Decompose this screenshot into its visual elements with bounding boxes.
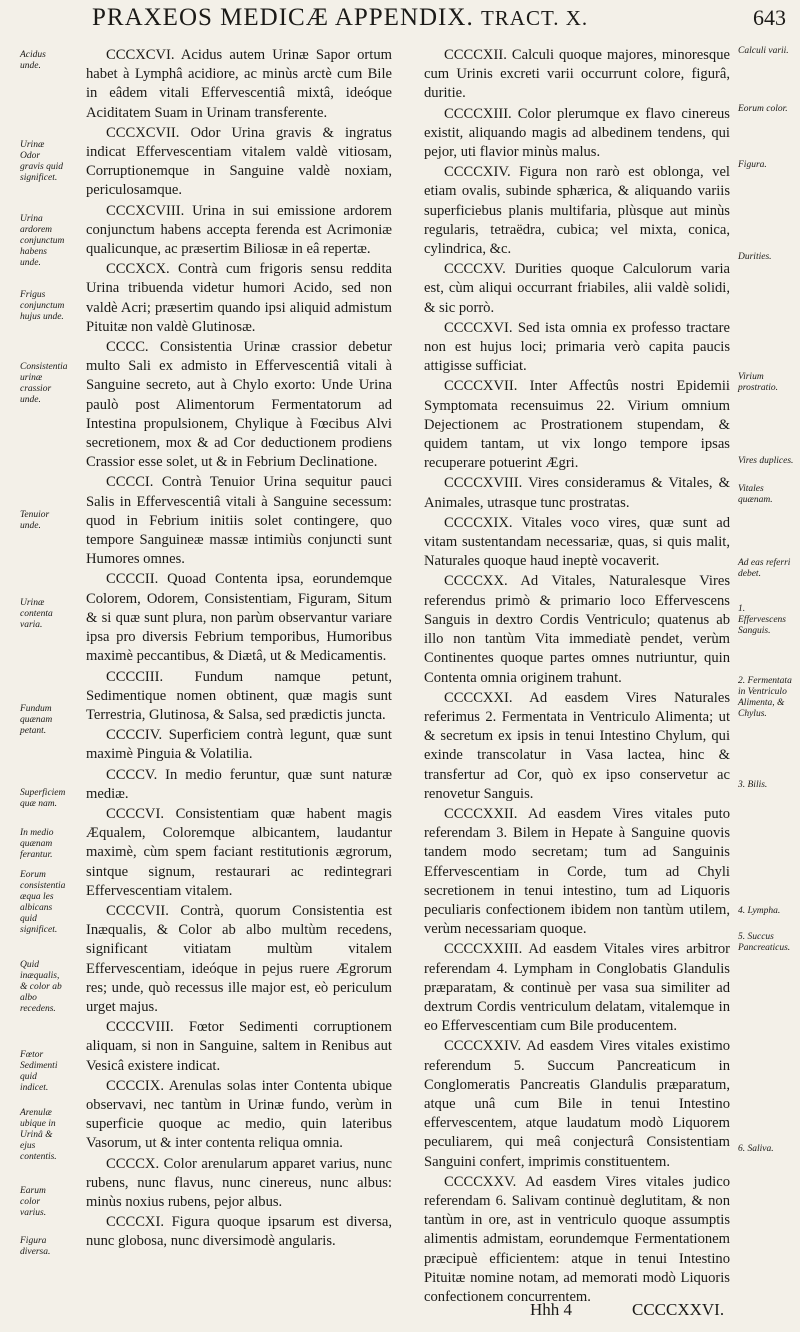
- paragraph: CCCCXVIII. Vires consideramus & Vitales, & Animales, utrasque tunc prostratas.: [424, 475, 730, 511]
- paragraph: CCCXCVII. Odor Urina gravis & ingratus indicat Effervescentiam vitalem valdè vitiosam, Corruptionemque in Sanguine valdè noxiam, periculosamque.: [86, 124, 392, 199]
- paragraph: CCCCXI. Figura quoque ipsarum est diversa, nunc globosa, nunc diversimodè angularis.: [86, 1214, 392, 1250]
- paragraph: CCCCXXI. Ad easdem Vires Naturales referimus 2. Fermentata in Ventriculo Alimenta; ut & secretum ex ipsis in tenui Intestino Chylum, qui exinde transcolatur in Vasa lactea, hinc & transfertur ad Cor, quò ex ipso conservetur ac renovetur Sanguis.: [424, 689, 730, 802]
- paragraph: CCCCXX. Ad Vitales, Naturalesque Vires referendus primò & primario loco Effervescens Sanguis in dextro Cordis Ventriculo; quatenus ab illo non tantùm Vita immediatè pendet, verùm Continentes quoque partes omnes nutriuntur, quin Contenta omnia originem trahunt.: [424, 573, 730, 686]
- margin-note-left: Quid inæqualis, & color ab albo recedens.: [20, 960, 62, 1014]
- margin-note-left: Arenulæ ubique in Urinâ & ejus contentis.: [20, 1108, 57, 1162]
- left-column: [86, 46, 392, 1253]
- page-number: 643: [753, 5, 786, 30]
- paragraph: CCCCXIV. Figura non rarò est oblonga, vel etiam ovalis, subinde sphærica, & aliquando variis superficiebus planis multifaria, plùsque aut minùs regularis, tetraëdra, cubica; vel mixta, conica, cylindrica, &c.: [424, 164, 730, 258]
- margin-note-right: Ad eas referri debet.: [738, 558, 791, 579]
- paragraph: CCCCXXIII. Ad easdem Vitales vires arbitror referendam 4. Lympham in Conglobatis Glandulis præparatam, & continuè per vasa sua similiter ad dextrum Cordis ventriculum delatam, vitalemque in eo Effervescentiam cum Bile producentem.: [424, 941, 730, 1035]
- margin-note-right: 2. Fermentata in Ventriculo Alimenta, & Chylus.: [738, 676, 792, 719]
- paragraph: CCCCV. In medio feruntur, quæ sunt naturæ mediæ.: [86, 766, 392, 802]
- page-footer: [0, 1300, 800, 1326]
- margin-note-left: Frigus conjunctum hujus unde.: [20, 290, 65, 322]
- page-header: [0, 0, 800, 36]
- paragraph: CCCCXV. Durities quoque Calculorum varia est, cùm aliqui occurrant friabiles, alii valdè solidi, & sic porrò.: [424, 261, 730, 316]
- paragraph: CCCCVI. Consistentiam quæ habent magis Æqualem, Coloremque albicantem, laudantur maximè, cùm spem faciant restitutionis ægrorum, sintque signum, restaurari ac redintegrari Effervescentiam vitalem.: [86, 805, 392, 899]
- margin-note-right: 4. Lympha.: [738, 906, 781, 916]
- margin-note-left: Fundum quænam petant.: [20, 704, 53, 736]
- paragraph: CCCCXVII. Inter Affectûs nostri Epidemii Symptomata recensuimus 22. Virium omnium Dejectionem ac Prostrationem stupendam, & quidem tantam, ut vix longo tempore ipsas recuperare potuerint Ægri.: [424, 378, 730, 472]
- tract-label: TRACT. X.: [480, 6, 589, 30]
- paragraph: CCCCIII. Fundum namque petunt, Sedimentique nomen obtinent, quæ magis sunt Terrestria, Glutinosa, & Salsa, sed prædictis juncta.: [86, 668, 392, 723]
- margin-note-right: Eorum color.: [738, 104, 788, 114]
- margin-note-right: Vires duplices.: [738, 456, 794, 466]
- margin-note-right: 6. Saliva.: [738, 1144, 774, 1154]
- paragraph: CCCCX. Color arenularum apparet varius, nunc rubens, nunc flavus, nunc cinereus, nunc albus: minùs noxius rubens, pejor albus.: [86, 1155, 392, 1210]
- paragraph: CCCCXIII. Color plerumque ex flavo cinereus existit, aliquando magis ad albedinem tendens, qui pejor, uti flavior minùs malus.: [424, 105, 730, 161]
- paragraph: CCCXCVI. Acidus autem Urinæ Sapor ortum habet à Lymphâ acidiore, ac minùs arctè cum Bile in eâdem vitali Effervescentiâ mixtâ, ideóque Aciditatem Suam in Urinam transferente.: [86, 47, 392, 121]
- catchword: CCCCXXVI.: [632, 1300, 725, 1319]
- margin-note-left: Acidus unde.: [20, 50, 46, 71]
- title-text: PRAXEOS MEDICÆ APPENDIX.: [92, 4, 474, 31]
- paragraph: CCCCVII. Contrà, quorum Consistentia est Inæqualis, & Color ab albo multùm recedens, significant vitiatam multùm vitalem Effervescentiam, ideóque in pejus ruere Ægrorum res; unde, quò recessus ille major est, eò periculum urget majus.: [86, 902, 392, 1015]
- paragraph: CCCCXXV. Ad easdem Vires vitales judico referendam 6. Salivam continuè deglutitam, & non tantùm in ore, ast in ventriculo quoque assumptis alimentis admistam, eorundemque Fermentationem præcipuè efficientem: atque in tenui Intestino Pituitæ nomine notam, ad memorati modò Liquoris confectionem concurrentem.: [424, 1173, 730, 1305]
- paragraph: CCCCI. Contrà Tenuior Urina sequitur pauci Salis in Effervescentiâ vitali à Sanguine secessum: quod in Febrium initiis solet contingere, quo tempore Sanguineæ massæ intimiùs conjuncti sunt Humores omnes.: [86, 474, 392, 568]
- margin-note-left: Tenuior unde.: [20, 510, 50, 531]
- margin-note-right: Vitales quænam.: [738, 484, 773, 505]
- paragraph: CCCCXXIV. Ad easdem Vires vitales existimo referendum 5. Succum Pancreaticum in Conglomeratis Pancreatis Glandulis præparatum, atque unâ cum Bile in tenui Intestino effervescentem, atque laudatum modò Liquorem peculiarem, qui meâ conjecturâ Consistentiam Sanguini confert, imprimis constituentem.: [424, 1038, 730, 1170]
- paragraph: CCCCVIII. Fœtor Sedimenti corruptionem aliquam, si non in Sanguine, saltem in Renibus aut Vesicâ existere indicat.: [86, 1019, 392, 1074]
- paragraph: CCCXCVIII. Urina in sui emissione ardorem conjunctum habens accepta ferenda est Acrimoniæ qualicunque, ac præsertim Biliosæ in eâ repertæ.: [86, 202, 392, 258]
- margin-note-left: Superficiem quæ nam.: [20, 788, 66, 809]
- paragraph: CCCCII. Quoad Contenta ipsa, eorundemque Colorem, Odorem, Consistentiam, Figuram, Situm & si quæ sunt plura, non parùm observantur variare ipsa pro diversis Febrium temporibus, Humoribus maximè peccantibus, & Diætâ, ut & Medicamentis.: [86, 571, 392, 665]
- paragraph: CCCCXVI. Sed ista omnia ex professo tractare non est hujus loci; primaria verò capita paucis attigisse sufficiat.: [424, 319, 730, 375]
- signature-mark: Hhh 4: [530, 1300, 573, 1319]
- margin-note-left: Fœtor Sedimenti quid indicet.: [20, 1050, 58, 1093]
- running-title: [92, 4, 588, 32]
- margin-note-left: In medio quænam ferantur.: [20, 828, 54, 860]
- margin-note-left: Figura diversa.: [20, 1236, 51, 1257]
- paragraph: CCCCIV. Superficiem contrà legunt, quæ sunt maximè Pinguia & Volatilia.: [86, 727, 392, 763]
- margin-note-right: Virium prostratio.: [738, 372, 779, 393]
- margin-note-right: 1. Effervescens Sanguis.: [738, 604, 787, 636]
- right-column: [424, 46, 730, 1308]
- margin-note-right: Figura.: [738, 160, 767, 170]
- margin-note-left: Eorum consistentia æqua les albicans quid significet.: [20, 870, 66, 935]
- margin-note-right: Durities.: [738, 252, 772, 262]
- paragraph: CCCCIX. Arenulas solas inter Contenta ubique observavi, nec tantùm in Urinæ fundo, verùm in superficie quoque ac medio, quin lateribus Vasorum, ut & inter contenta reliqua omnia.: [86, 1077, 392, 1152]
- margin-note-right: 3. Bilis.: [738, 780, 768, 790]
- margin-note-right: Calculi varii.: [738, 46, 789, 56]
- margin-note-left: Earum color varius.: [20, 1186, 47, 1218]
- margin-note-left: Urinæ Odor gravis quid significet.: [20, 140, 64, 183]
- margin-note-left: Urinæ contenta varia.: [20, 598, 53, 630]
- margin-note-left: Urina ardorem conjunctum habens unde.: [20, 214, 65, 268]
- margin-note-left: Consistentia urinæ crassior unde.: [20, 362, 68, 405]
- paragraph: CCCC. Consistentia Urinæ crassior debetur multo Sali ex admisto in Effervescentiâ vitali à Sanguine secreto, aut à Chylo exorto: Unde Urina paulò post Alimentorum Fermentatorum ad Intestina propulsionem, Chylique à Fœcibus Alvi secretionem, mox & ad Cor deductionem prodiens Crassior esse solet, ut & in Febrium Declinatione.: [86, 339, 392, 471]
- paragraph: CCCCXII. Calculi quoque majores, minoresque cum Urinis excreti varii occurrunt colore, figurâ, duritie.: [424, 47, 730, 102]
- paragraph: CCCCXIX. Vitales voco vires, quæ sunt ad vitam sustentandam necessariæ, quas, si quis malit, Naturales quoque haud ineptè vocaverit.: [424, 514, 730, 570]
- paragraph: CCCCXXII. Ad easdem Vires vitales puto referendam 3. Bilem in Hepate à Sanguine quovis tandem modo secretam; tum ad Sanguinis Effervescentiam in Corde, tum ad Chyli secretionem in tenui intestino, tum ad Liquoris peculiaris confectionem ibidem non tantùm utilem, verùm necessariam quoque.: [424, 805, 730, 938]
- paragraph: CCCXCX. Contrà cum frigoris sensu reddita Urina tribuenda videtur humori Acido, sed non valdè Acri; præsertim quando ipsi aliquid admistum Pituitæ non valdè Glutinosæ.: [86, 261, 392, 335]
- margin-note-right: 5. Succus Pancreaticus.: [738, 932, 791, 953]
